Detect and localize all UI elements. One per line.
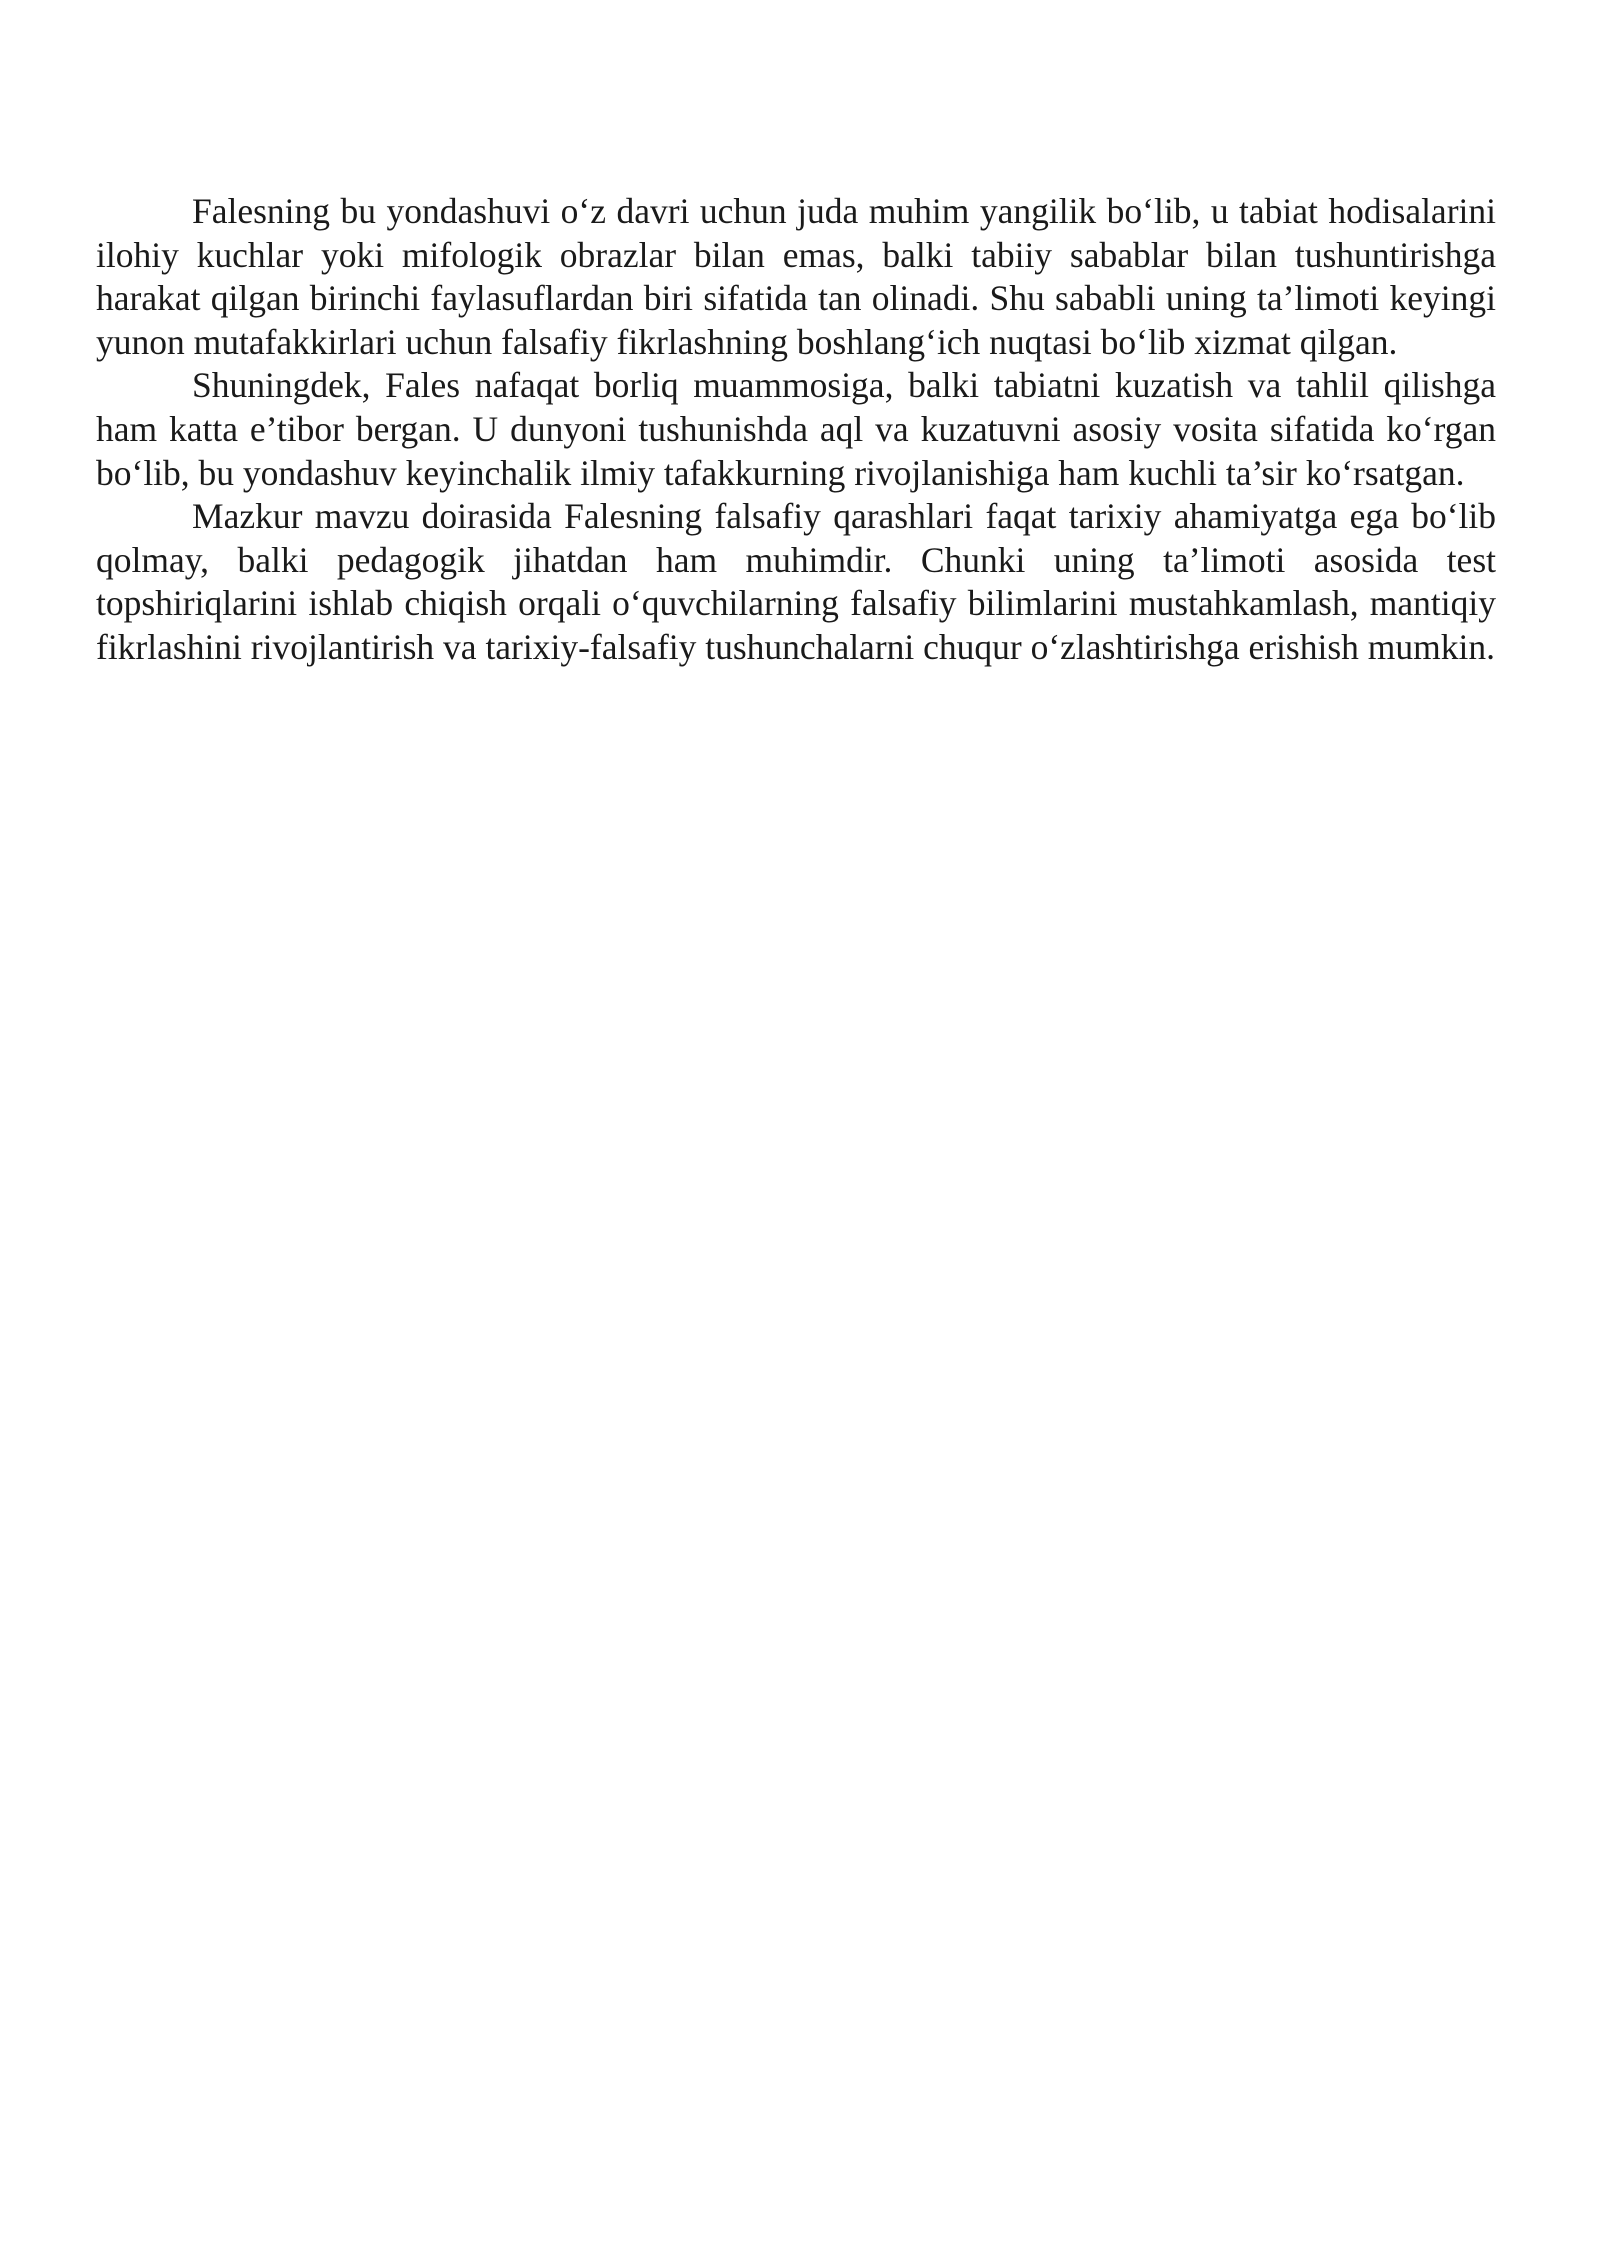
paragraph-2: Shuningdek, Fales nafaqat borliq muammosiga, balki tabiatni kuzatish va tahlil qilishga ham katta e’tibor bergan. U dunyoni tushunishda aql va kuzatuvni asosiy vosita sifatida ko‘rgan bo‘lib, bu yondashuv keyinchalik ilmiy tafakkurning rivojlanishiga ham kuchli ta’sir ko‘rsatgan. <box>96 365 1496 493</box>
paragraph-3: Mazkur mavzu doirasida Falesning falsafiy qarashlari faqat tarixiy ahamiyatga ega bo‘lib qolmay, balki pedagogik jihatdan ham muhimdir. Chunki uning ta’limoti asosida test topshiriqlarini ishlab chiqish orqali o‘quvchilarning falsafiy bilimlarini mustahkamlash, mantiqiy fikrlashini rivojlantirish va tarixiy-falsafiy tushunchalarni chuqur o‘zlashtirishga erishish mumkin. <box>96 496 1496 667</box>
body-text <box>96 190 1496 670</box>
paragraph-1: Falesning bu yondashuvi o‘z davri uchun juda muhim yangilik bo‘lib, u tabiat hodisalarini ilohiy kuchlar yoki mifologik obrazlar bilan emas, balki tabiiy sabablar bilan tushuntirishga harakat qilgan birinchi faylasuflardan biri sifatida tan olinadi. Shu sababli uning ta’limoti keyingi yunon mutafakkirlari uchun falsafiy fikrlashning boshlang‘ich nuqtasi bo‘lib xizmat qilgan. <box>96 191 1496 362</box>
